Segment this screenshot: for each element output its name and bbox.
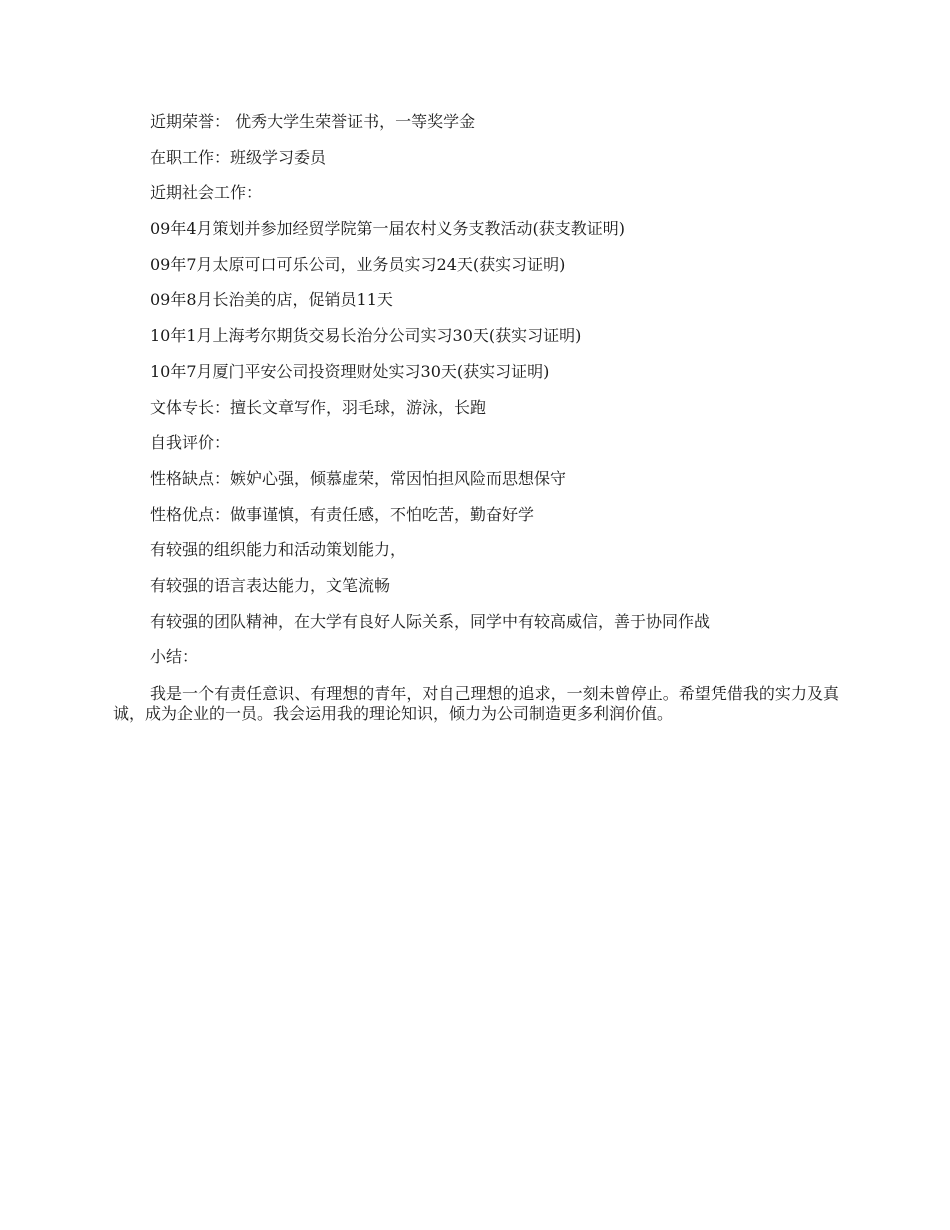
resume-lines xyxy=(150,112,870,683)
self-evaluation-heading: 自我评价： xyxy=(150,433,231,453)
ability-line: 有较强的团队精神，在大学有良好人际关系，同学中有较高威信，善于协同作战 xyxy=(150,611,711,631)
ability-line: 有较强的语言表达能力，文笔流畅 xyxy=(150,575,391,595)
weakness-line: 性格缺点：嫉妒心强，倾慕虚荣，常因怕担风险而思想保守 xyxy=(150,468,567,488)
summary-heading: 小结： xyxy=(150,647,199,667)
social-work-heading: 近期社会工作： xyxy=(150,183,263,203)
skills-line: 文体专长：擅长文章写作，羽毛球，游泳，长跑 xyxy=(150,397,487,417)
social-work-item: 10年1月上海考尔期货交易长治分公司实习30天(获实习证明) xyxy=(150,326,582,346)
strength-line: 性格优点：做事谨慎，有责任感，不怕吃苦，勤奋好学 xyxy=(150,504,535,524)
honors-line: 近期荣誉： 优秀大学生荣誉证书，一等奖学金 xyxy=(150,112,476,131)
summary-paragraph: 我是一个有责任意识、有理想的青年，对自己理想的追求，一刻未曾停止。希望凭借我的实力及真诚，成为企业的一员。我会运用我的理论知识，倾力为公司制造更多利润价值。 xyxy=(113,684,839,723)
social-work-item: 09年7月太原可口可乐公司，业务员实习24天(获实习证明) xyxy=(150,254,566,274)
social-work-item: 10年7月厦门平安公司投资理财处实习30天(获实习证明) xyxy=(150,361,550,381)
social-work-item: 09年8月长治美的店，促销员11天 xyxy=(150,290,393,310)
ability-line: 有较强的组织能力和活动策划能力， xyxy=(150,540,407,560)
position-line: 在职工作：班级学习委员 xyxy=(150,147,327,167)
social-work-item: 09年4月策划并参加经贸学院第一届农村义务支教活动(获支教证明) xyxy=(150,219,626,239)
